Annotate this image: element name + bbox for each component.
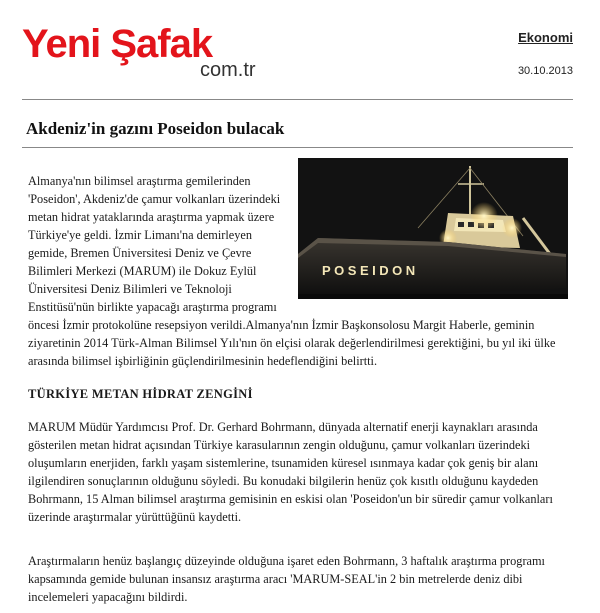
paragraph-1-text: Almanya'nın bilimsel araştırma gemilerinden 'Poseidon', Akdeniz'de çamur volkanları üzerindeki metan hidrat yataklarında araştırma yapmak üzere Türkiye'ye geldi. İzmir Limanı'na demirleyen gemide, Bremen Üniversitesi Deniz ve Çevre Bilimleri Merkezi (MARUM) ile Dokuz Eylül Üniversitesi Deniz Bilimleri ve Teknoloji Enstitüsü'nün birlikte yapacağı araştırma programı öncesi İzmir protokolüne resepsiyon verildi.Almanya'nın İzmir Başkonsolosu Margit Haberle, geminin ziyaretinin 2014 Türk-Alman Bilimsel Yılı'nın ön elçisi olarak değerlendirilmesi gerektiğini, bu yıl iki ülke arasında bilimsel işbirliğinin güçlendirilmesinin hedeflendiğini belirtti.	[28, 174, 556, 368]
header-divider	[22, 99, 573, 100]
article-headline: Akdeniz'in gazını Poseidon bulacak	[26, 119, 285, 138]
section-link[interactable]: Ekonomi	[518, 30, 573, 45]
article-paragraph-2: MARUM Müdür Yardımcısı Prof. Dr. Gerhard Bohrmann, dünyada alternatif enerji kaynakları arasında gösterilen metan hidrat açısından Türkiye karasularının zengin olduğunu, çamur volkanları üzerindeki oluşumların enerjiden, farklı yaşam sistemlerine, tsunamiden küresel ısınmaya kadar çok geniş bir alanı ilgilendiren sonuçlarının olduğunu söyledi. Bu konudaki bilgilerin henüz çok kısıtlı olduğunu kaydeden Bohrmann, 15 Alman bilimsel araştırma gemisinin en eskisi olan 'Poseidon'un bir süredir çamur volkanları üzerinde araştırmalar yürüttüğünü kaydetti.	[28, 420, 553, 524]
article-subheading: TÜRKİYE METAN HİDRAT ZENGİNİ	[28, 387, 253, 401]
publish-date: 30.10.2013	[517, 65, 573, 77]
newspaper-logo[interactable]	[22, 24, 262, 84]
photo-wrap-space	[293, 172, 573, 316]
headline-divider	[22, 147, 573, 148]
article-paragraph-3: Araştırmaların henüz başlangıç düzeyinde olduğuna işaret eden Bohrmann, 3 haftalık araştırma programı kapsamında gemide bulunan insansız araştırma aracı 'MARUM-SEAL'in 2 bin metrelerde deniz dibi incelemeleri yapacağını bildirdi.	[28, 554, 545, 604]
article-paragraph-1	[28, 172, 573, 370]
logo-wordmark: Yeni Şafak	[22, 22, 213, 66]
logo-domain: com.tr	[200, 59, 256, 81]
ship-name-text: POSEIDON	[322, 263, 419, 278]
